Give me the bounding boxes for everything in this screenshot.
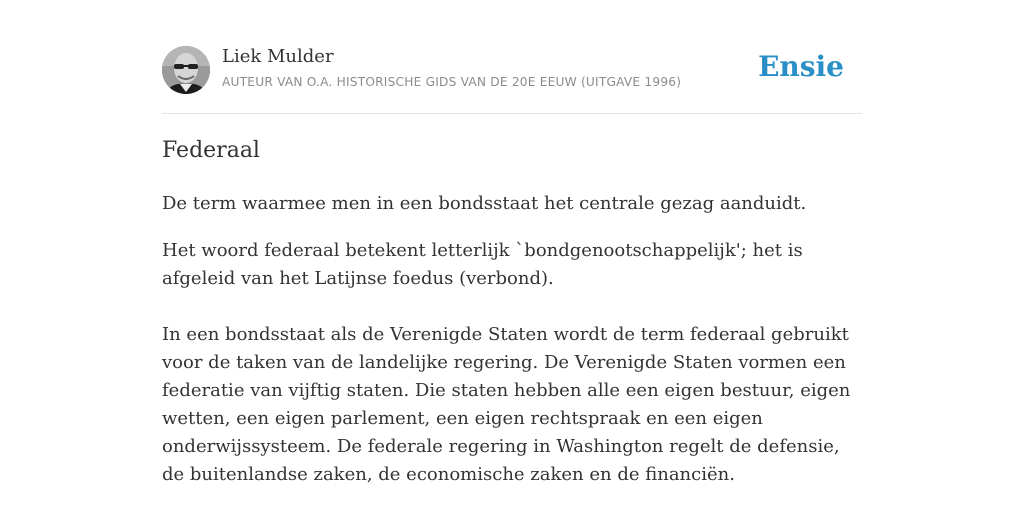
- author-name[interactable]: Liek Mulder: [222, 46, 334, 67]
- article-title: Federaal: [162, 138, 260, 163]
- article-paragraph: De term waarmee men in een bondsstaat het centrale gezag aanduidt.: [162, 193, 807, 214]
- article-paragraph: Het woord federaal betekent letterlijk `bondgenootschappelijk'; het is afgeleid van het Latijnse foedus (verbond).: [162, 240, 803, 289]
- author-photo-icon: [162, 46, 210, 94]
- header-divider: [162, 113, 862, 114]
- author-avatar[interactable]: [162, 46, 210, 94]
- author-description: AUTEUR VAN O.A. HISTORISCHE GIDS VAN DE 20E EEUW (UITGAVE 1996): [222, 75, 682, 89]
- article-paragraph: In een bondsstaat als de Verenigde Staten wordt de term federaal gebruikt voor de taken van de landelijke regering. De Verenigde Staten vormen een federatie van vijftig staten. Die staten hebben alle een eigen bestuur, eigen wetten, een eigen parlement, een eigen rechtspraak en een eigen onderwijssysteem. De federale regering in Washington regelt de defensie, de buitenlandse zaken, de economische zaken en de financiën.: [162, 324, 851, 485]
- brand-logo[interactable]: Ensie: [758, 50, 844, 83]
- article-body: [162, 190, 862, 489]
- author-header: [162, 46, 862, 96]
